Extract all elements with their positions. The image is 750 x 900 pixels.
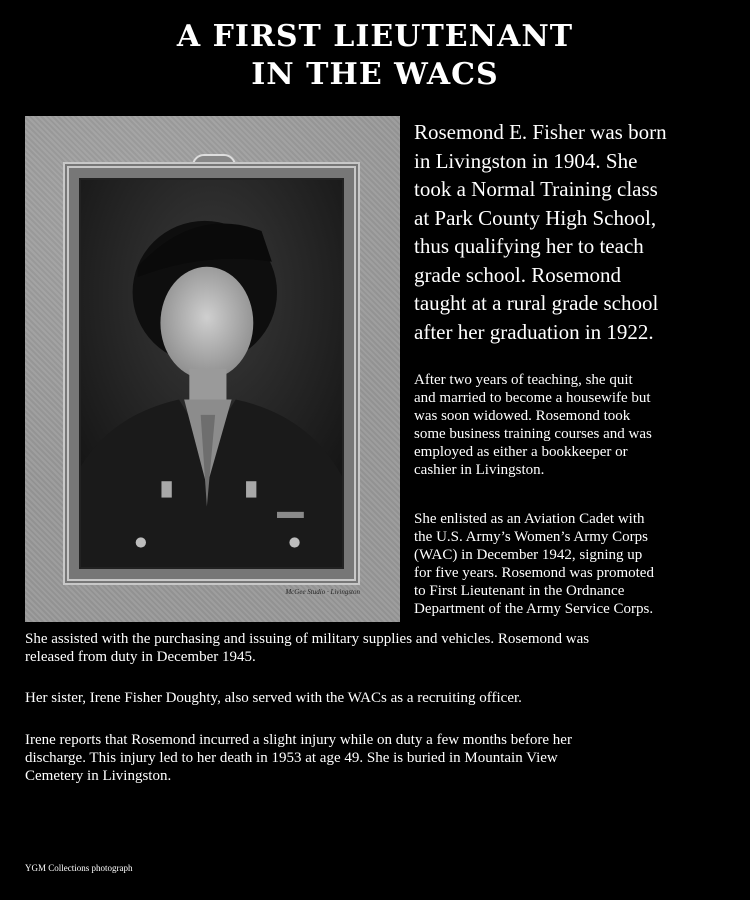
lead-paragraph	[414, 118, 740, 346]
title-line-2: IN THE WACS	[251, 57, 499, 92]
paragraph-enlistment-continued	[25, 630, 730, 666]
text-line: She assisted with the purchasing and issuing of military supplies and vehicles. Rosemond was	[25, 631, 590, 647]
text-line: Her sister, Irene Fisher Doughty, also served with the WACs as a recruiting officer.	[25, 690, 522, 706]
text-line: released from duty in December 1945.	[25, 649, 256, 665]
lead-line: in Livingston in 1904. She	[414, 148, 638, 173]
portrait-photo	[25, 116, 400, 622]
text-line: Irene reports that Rosemond incurred a slight injury while on duty a few months before her	[25, 732, 572, 748]
lead-line: grade school. Rosemond	[414, 262, 622, 287]
text-line: some business training courses and was	[414, 426, 652, 442]
lead-line: took a Normal Training class	[414, 177, 658, 201]
lead-line: after her graduation in 1922.	[414, 319, 654, 344]
lead-line: thus qualifying her to teach	[414, 234, 644, 258]
paragraph-sister	[25, 689, 730, 707]
text-line: employed as either a bookkeeper or	[414, 444, 628, 460]
lead-line: Rosemond E. Fisher was born	[414, 120, 667, 144]
paragraph-marriage	[414, 371, 734, 479]
text-line: was soon widowed. Rosemond took	[414, 408, 631, 424]
text-line: and married to become a housewife but	[414, 390, 651, 406]
text-line: (WAC) in December 1942, signing up	[414, 547, 643, 563]
photo-credit: YGM Collections photograph	[25, 863, 133, 873]
title-line-1: A FIRST LIEUTENANT	[176, 19, 574, 54]
text-line: She enlisted as an Aviation Cadet with	[414, 511, 645, 527]
text-line: Department of the Army Service Corps.	[414, 601, 654, 617]
portrait-silhouette	[81, 180, 342, 567]
text-line: for five years. Rosemond was promoted	[414, 565, 654, 581]
text-line: After two years of teaching, she quit	[414, 372, 633, 388]
studio-signature: McGee Studio · Livingston	[285, 588, 360, 596]
text-line: to First Lieutenant in the Ordnance	[414, 583, 625, 599]
portrait-image	[79, 178, 344, 569]
text-line: Cemetery in Livingston.	[25, 768, 172, 784]
text-line: discharge. This injury led to her death in 1953 at age 49. She is buried in Mountain View	[25, 750, 558, 766]
paragraph-injury	[25, 731, 730, 785]
page-title	[0, 18, 750, 94]
text-line: cashier in Livingston.	[414, 462, 545, 478]
lead-line: taught at a rural grade school	[414, 291, 659, 315]
paragraph-enlistment	[414, 510, 734, 618]
lead-line: at Park County High School,	[414, 205, 657, 230]
text-line: the U.S. Army’s Women’s Army Corps	[414, 529, 648, 545]
photo-frame	[63, 162, 360, 585]
